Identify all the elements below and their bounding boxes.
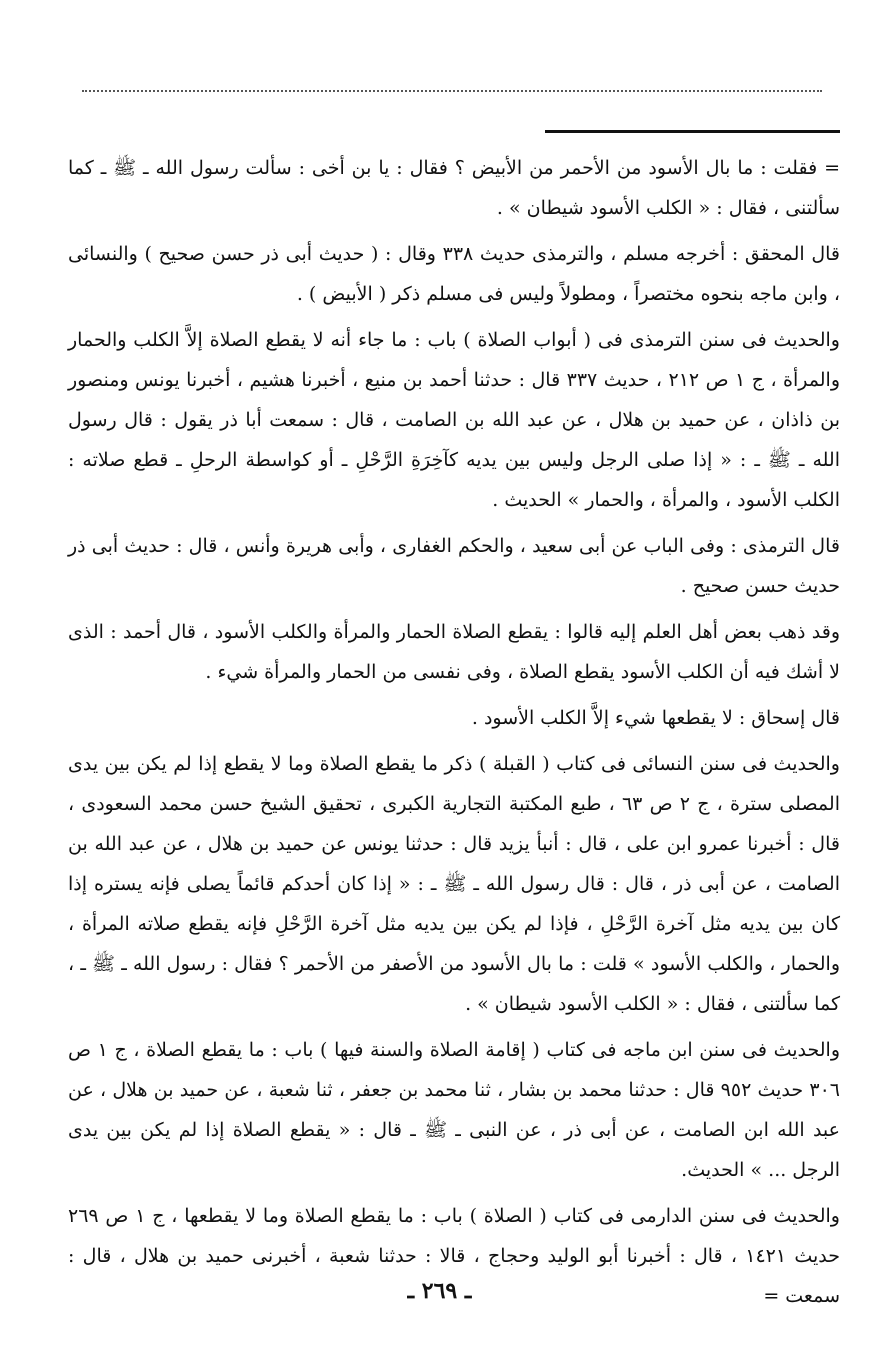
- paragraph-muhaqqiq-note: قال المحقق : أخرجه مسلم ، والترمذى حديث ٣٣٨ وقال : ( حديث أبى ذر حسن صحيح ) والنسائى ، وابن ماجه بنحوه مختصراً ، ومطولاً وليس فى مسلم ذكر ( الأبيض ) .: [68, 243, 840, 305]
- top-dotted-divider: [82, 90, 822, 92]
- page-number: ـ ٢٦٩ ـ: [407, 1278, 472, 1304]
- paragraph-ibn-majah-hadith: والحديث فى سنن ابن ماجه فى كتاب ( إقامة الصلاة والسنة فيها ) باب : ما يقطع الصلاة ، ج ١ ص ٣٠٦ حديث ٩٥٢ قال : حدثنا محمد بن بشار ، ثنا محمد بن جعفر ، ثنا شعبة ، عن حميد بن هلال ، عن عبد الله ابن الصامت ، عن أبى ذر ، عن النبى ـ ﷺ ـ قال : « يقطع الصلاة إذا لم يكن بين يدى الرجل ... » الحديث.: [68, 1039, 840, 1181]
- paragraph-ishaq-opinion: قال إسحاق : لا يقطعها شيء إلاَّ الكلب الأسود .: [471, 707, 840, 729]
- footnote-separator-line: [545, 130, 840, 133]
- paragraph-darimi-hadith: والحديث فى سنن الدارمى فى كتاب ( الصلاة ) باب : ما يقطع الصلاة وما لا يقطعها ، ج ١ ص ٢٦٩ حديث ١٤٢١ ، قال : أخبرنا أبو الوليد وحجاج ، قالا : حدثنا شعبة ، أخبرنى حميد بن هلال ، قال : سمعت =: [68, 1205, 841, 1307]
- paragraph-continuation: = فقلت : ما بال الأسود من الأحمر من الأبيض ؟ فقال : يا بن أخى : سألت رسول الله ـ ﷺ ـ كما سألتنى ، فقال : « الكلب الأسود شيطان » .: [68, 157, 840, 219]
- paragraph-nasai-hadith: والحديث فى سنن النسائى فى كتاب ( القبلة ) ذكر ما يقطع الصلاة وما لا يقطع إذا لم يكن بين يدى المصلى سترة ، ج ٢ ص ٦٣ ، طبع المكتبة التجارية الكبرى ، تحقيق الشيخ حسن محمد السعودى ، قال : أخبرنا عمرو ابن على ، قال : أنبأ يزيد قال : حدثنا يونس عن حميد بن هلال ، عن عبد الله بن الصامت ، عن أبى ذر ، قال : قال رسول الله ـ ﷺ ـ : « إذا كان أحدكم قائماً يصلى فإنه يستره إذا كان بين يديه مثل آخرة الرَّحْلِ ، فإذا لم يكن بين يديه مثل آخرة الرَّحْلِ فإنه يقطع صلاته المرأة ، والحمار ، والكلب الأسود » قلت : ما بال الأسود من الأصفر من الأحمر ؟ فقال : رسول الله ـ ﷺ ـ ، كما سألتنى ، فقال : « الكلب الأسود شيطان » .: [68, 753, 840, 1015]
- paragraph-scholars-opinion: وقد ذهب بعض أهل العلم إليه قالوا : يقطع الصلاة الحمار والمرأة والكلب الأسود ، قال أحمد : الذى لا أشك فيه أن الكلب الأسود يقطع الصلاة ، وفى نفسى من الحمار والمرأة شيء .: [68, 621, 840, 683]
- paragraph-tirmidhi-hadith: والحديث فى سنن الترمذى فى ( أبواب الصلاة ) باب : ما جاء أنه لا يقطع الصلاة إلاَّ الكلب والحمار والمرأة ، ج ١ ص ٢١٢ ، حديث ٣٣٧ قال : حدثنا أحمد بن منيع ، أخبرنا هشيم ، أخبرنا يونس ومنصور بن ذاذان ، عن حميد بن هلال ، عن عبد الله بن الصامت ، قال : سمعت أبا ذر يقول : قال رسول الله ـ ﷺ ـ : « إذا صلى الرجل وليس بين يديه كآخِرَةِ الرَّحْلِ ـ أو كواسطة الرحلِ ـ قطع صلاته : الكلب الأسود ، والمرأة ، والحمار » الحديث .: [68, 329, 841, 511]
- paragraph-tirmidhi-comment: قال الترمذى : وفى الباب عن أبى سعيد ، والحكم الغفارى ، وأبى هريرة وأنس ، قال : حديث أبى ذر حديث حسن صحيح .: [68, 535, 840, 597]
- footnote-text-block: [68, 148, 840, 1322]
